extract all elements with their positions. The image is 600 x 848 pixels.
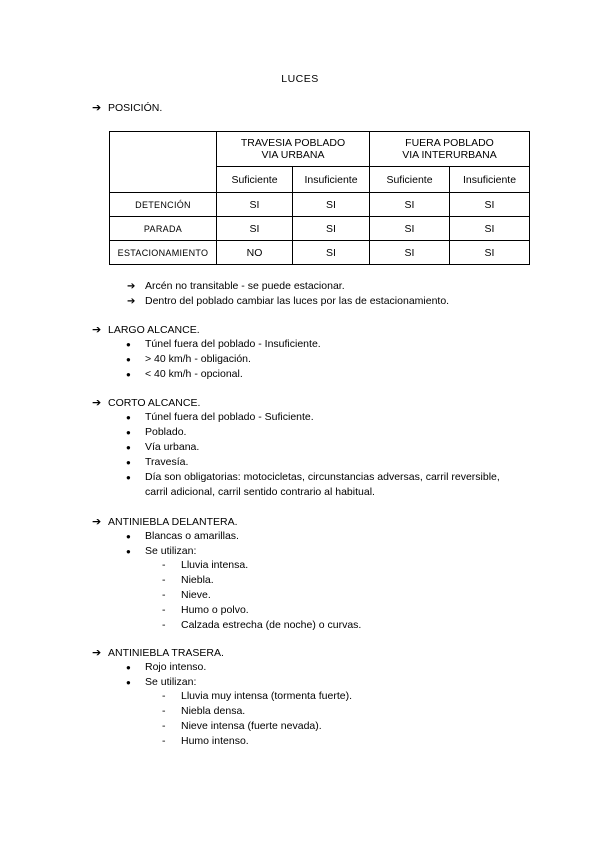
corto-list — [126, 410, 500, 500]
dash-icon: - — [162, 604, 166, 616]
arrow-icon: ➔ — [92, 397, 102, 409]
arrow-icon: ➔ — [92, 647, 102, 659]
list-item: ➔ Arcén no transitable - se puede estacionar. — [127, 280, 345, 292]
list-item: ● Poblado. — [126, 426, 187, 438]
table-sub-header: Insuficiente — [293, 167, 370, 193]
list-item: - Nieve intensa (fuerte nevada). — [162, 720, 322, 732]
dash-icon: - — [162, 619, 166, 631]
largo-list — [126, 337, 321, 382]
list-item: - Nieve. — [162, 589, 211, 601]
arrow-icon: ➔ — [92, 102, 102, 114]
bullet-icon: ● — [126, 413, 131, 422]
bullet-icon: ● — [126, 663, 131, 672]
bullet-icon: ● — [126, 355, 131, 364]
list-item: ● Travesía. — [126, 456, 189, 468]
table-cell: SI — [370, 241, 450, 265]
table-cell: SI — [293, 217, 370, 241]
table-sub-header: Insuficiente — [450, 167, 530, 193]
table-cell: SI — [370, 217, 450, 241]
dash-icon: - — [162, 735, 166, 747]
list-item: ● Blancas o amarillas. — [126, 530, 239, 542]
position-lights-table — [109, 131, 530, 265]
arrow-icon: ➔ — [92, 516, 102, 528]
table-cell: SI — [293, 193, 370, 217]
section-heading-posicion — [92, 101, 162, 114]
list-item: ● Túnel fuera del poblado - Suficiente. — [126, 411, 314, 423]
table-corner-cell — [110, 132, 217, 193]
list-item: - Lluvia muy intensa (tormenta fuerte). — [162, 690, 352, 702]
dash-icon: - — [162, 574, 166, 586]
heading-text: POSICIÓN. — [108, 102, 163, 114]
bullet-icon: ● — [126, 532, 131, 541]
page-title: LUCES — [281, 73, 319, 85]
table-row — [110, 217, 530, 241]
row-label: DETENCIÓN — [110, 193, 217, 217]
heading-text: ANTINIEBLA DELANTERA. — [108, 516, 238, 528]
bullet-icon: ● — [126, 458, 131, 467]
heading-text: CORTO ALCANCE. — [108, 397, 201, 409]
bullet-icon: ● — [126, 340, 131, 349]
table-group-header: TRAVESIA POBLADO VIA URBANA — [217, 132, 370, 167]
antiniebla-trasera-list — [126, 660, 207, 690]
table-cell: NO — [217, 241, 293, 265]
list-item: - Humo intenso. — [162, 735, 249, 747]
antiniebla-delantera-sublist — [162, 558, 362, 633]
row-label: ESTACIONAMIENTO — [110, 241, 217, 265]
list-item: ● < 40 km/h - opcional. — [126, 368, 243, 380]
row-label: PARADA — [110, 217, 217, 241]
dash-icon: - — [162, 705, 166, 717]
table-cell: SI — [217, 193, 293, 217]
dash-icon: - — [162, 690, 166, 702]
list-item: ● Se utilizan: — [126, 676, 197, 688]
dash-icon: - — [162, 559, 166, 571]
heading-text: LARGO ALCANCE. — [108, 324, 200, 336]
table-cell: SI — [293, 241, 370, 265]
arrow-icon: ➔ — [127, 281, 136, 292]
list-item: - Niebla. — [162, 574, 214, 586]
antiniebla-trasera-sublist — [162, 689, 352, 749]
list-item: ● Túnel fuera del poblado - Insuficiente. — [126, 338, 321, 350]
bullet-icon: ● — [126, 473, 131, 482]
bullet-icon: ● — [126, 678, 131, 687]
list-item: ● Día son obligatorias: motocicletas, circunstancias adversas, carril reversible, — [126, 471, 500, 483]
bullet-icon: ● — [126, 547, 131, 556]
table-cell: SI — [370, 193, 450, 217]
section-heading-antiniebla-delantera — [92, 515, 238, 528]
list-item: ➔ Dentro del poblado cambiar las luces por las de estacionamiento. — [127, 295, 450, 307]
dash-icon: - — [162, 589, 166, 601]
antiniebla-delantera-list — [126, 529, 239, 559]
bullet-icon: ● — [126, 370, 131, 379]
list-item: ● > 40 km/h - obligación. — [126, 353, 251, 365]
table-row — [110, 193, 530, 217]
section-heading-largo — [92, 323, 200, 336]
position-notes-list — [127, 279, 450, 309]
list-item-continuation: carril adicional, carril sentido contrario al habitual. — [145, 486, 375, 498]
bullet-icon: ● — [126, 443, 131, 452]
table-sub-header: Suficiente — [370, 167, 450, 193]
table-cell: SI — [450, 241, 530, 265]
arrow-icon: ➔ — [127, 296, 136, 307]
list-item: - Humo o polvo. — [162, 604, 249, 616]
table-cell: SI — [450, 193, 530, 217]
list-item: ● Se utilizan: — [126, 545, 197, 557]
bullet-icon: ● — [126, 428, 131, 437]
heading-text: ANTINIEBLA TRASERA. — [108, 647, 224, 659]
table-cell: SI — [217, 217, 293, 241]
section-heading-corto — [92, 396, 200, 409]
table-row — [110, 241, 530, 265]
list-item: ● Rojo intenso. — [126, 661, 207, 673]
section-heading-antiniebla-trasera — [92, 646, 224, 659]
list-item: - Lluvia intensa. — [162, 559, 249, 571]
list-item: - Niebla densa. — [162, 705, 246, 717]
list-item: - Calzada estrecha (de noche) o curvas. — [162, 619, 362, 631]
list-item: ● Vía urbana. — [126, 441, 200, 453]
arrow-icon: ➔ — [92, 324, 102, 336]
table-sub-header: Suficiente — [217, 167, 293, 193]
table-cell: SI — [450, 217, 530, 241]
table-group-header: FUERA POBLADO VIA INTERURBANA — [370, 132, 530, 167]
dash-icon: - — [162, 720, 166, 732]
